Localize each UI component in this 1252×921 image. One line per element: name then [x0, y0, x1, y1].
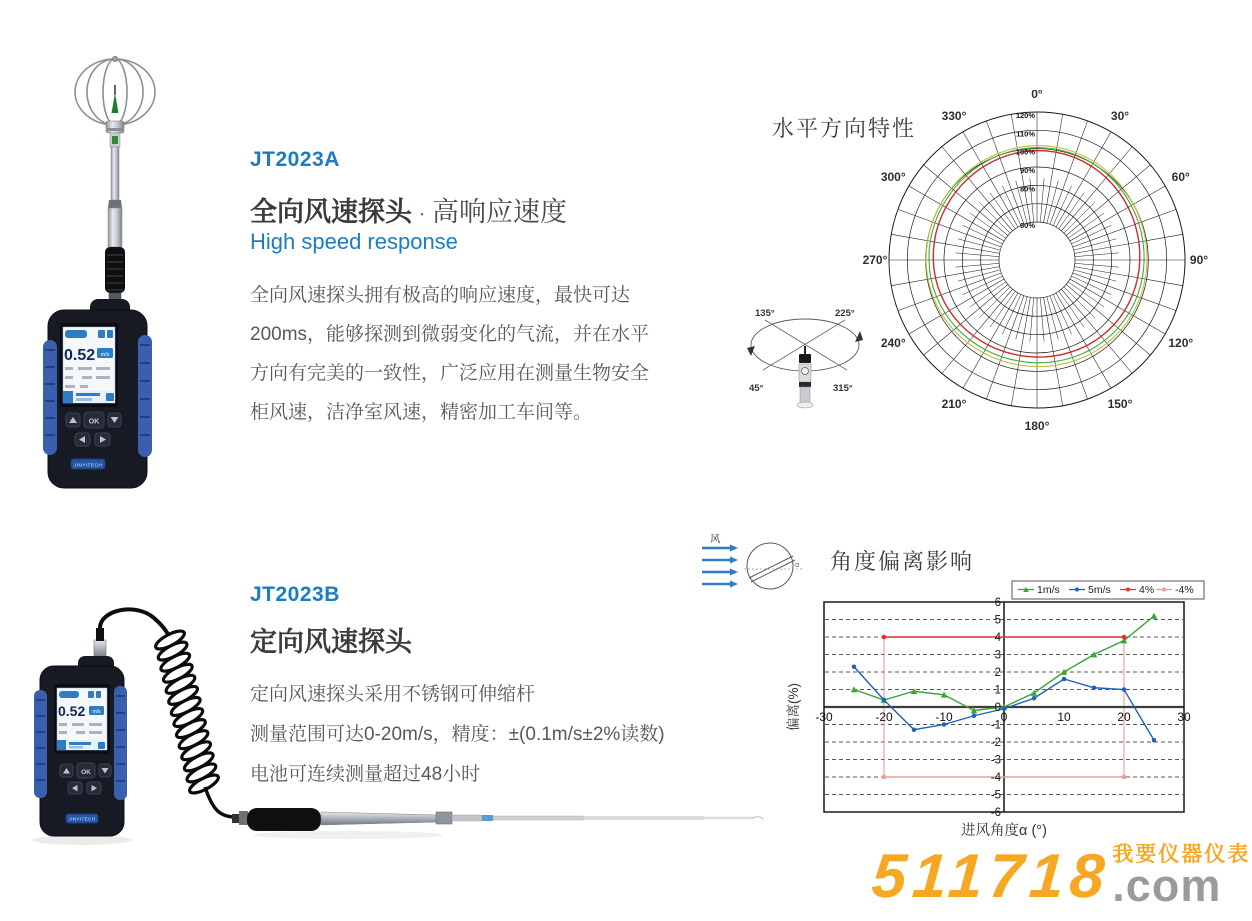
x-tick-label: 30 — [1177, 710, 1191, 724]
y-tick-label: -6 — [990, 807, 1001, 819]
y-tick-label: 2 — [994, 667, 1001, 679]
reading-unit: m/s — [100, 352, 110, 358]
polar-spoke-minor — [1064, 202, 1095, 233]
coiled-cable — [153, 628, 220, 797]
telescopic-rod-a — [105, 121, 125, 305]
marker-circle — [852, 665, 856, 669]
device-screen-b — [57, 688, 107, 750]
polar-radial-label: 60% — [1019, 221, 1035, 230]
polar-angle-label: 240° — [880, 336, 906, 350]
probe-connector — [94, 640, 106, 658]
polar-radial-label: 80% — [1019, 184, 1035, 194]
x-axis-title: 进风角度α (°) — [961, 823, 1047, 839]
marker-circle — [1092, 686, 1096, 690]
y-axis-title: 偏离(%) — [786, 683, 801, 731]
rotation-arrow-left-icon — [747, 346, 755, 356]
marker-circle — [1122, 687, 1126, 691]
polar-spoke-minor — [1002, 294, 1021, 334]
x-tick-label: 10 — [1057, 710, 1071, 724]
status-icon — [98, 330, 105, 338]
body-text-a — [250, 276, 649, 432]
polar-spoke-minor — [1040, 298, 1044, 342]
coil-loop — [182, 749, 215, 774]
marker-circle — [1126, 588, 1130, 592]
reading-value: 0.52 — [64, 347, 96, 364]
marker-circle — [912, 728, 916, 732]
body-text-b — [250, 675, 665, 795]
handheld-meter-b — [34, 628, 127, 836]
coil-loop — [185, 761, 218, 786]
cable-lower — [205, 787, 232, 817]
legend-label: -4% — [1175, 584, 1194, 596]
marker-circle — [882, 775, 886, 779]
marker-circle — [1152, 738, 1156, 742]
y-tick-label: 4 — [994, 632, 1001, 644]
polar-angle-label: 60° — [1171, 170, 1190, 184]
coil-loop — [164, 672, 197, 697]
product-title-a — [250, 190, 567, 229]
y-tick-label: 6 — [994, 597, 1001, 609]
polar-spoke-minor — [979, 202, 1010, 233]
polar-spoke-minor — [963, 276, 1003, 295]
blue-band — [482, 815, 493, 821]
polar-chart-title: 水平方向特性 — [772, 116, 917, 141]
marker-circle — [882, 698, 886, 702]
mini-probe-icon — [797, 346, 813, 408]
alpha-label: α — [795, 560, 800, 569]
x-tick-label: -10 — [935, 710, 953, 724]
status-time-pill — [65, 330, 87, 338]
body-a-line: 方向有完美的一致性，广泛应用在测量生物安全 — [250, 363, 650, 384]
polar-angle-label: 330° — [941, 109, 967, 124]
model-label-a: JT2023A — [250, 148, 340, 171]
polar-radial-label: 120% — [1015, 111, 1035, 120]
marker-circle — [1122, 635, 1126, 639]
coil-loop — [161, 661, 194, 686]
legend-label: 1m/s — [1037, 584, 1060, 596]
logo-tld: .com — [1112, 860, 1222, 911]
logo-number: 511718 — [869, 842, 1113, 912]
body-a-line: 200ms，能够探测到微弱变化的气流，并在水平 — [250, 324, 650, 345]
title-a-separator: · — [418, 200, 426, 227]
marker-circle — [1062, 677, 1066, 681]
body-b-line: 测量范围可达0-20m/s，精度：±(0.1m/s±2%读数) — [250, 724, 665, 745]
site-logo — [869, 838, 1251, 912]
polar-spoke-minor — [1040, 178, 1044, 222]
y-tick-label: 5 — [994, 614, 1001, 627]
x-tick-label: 20 — [1117, 710, 1131, 724]
marker-circle — [1032, 696, 1036, 700]
polar-spoke-minor — [1071, 225, 1111, 244]
polar-angle-label: 30° — [1110, 109, 1130, 124]
right-grip — [138, 335, 152, 457]
wind-label: 风 — [710, 533, 721, 545]
left-grip — [34, 690, 47, 798]
coil-loop — [159, 650, 192, 675]
y-tick-label: -5 — [990, 789, 1001, 802]
polar-radial-label: 100% — [1015, 147, 1035, 157]
device-screen-a — [63, 327, 115, 403]
polar-spoke-minor — [1071, 276, 1111, 295]
brand-label-b: JINYITECH — [68, 816, 96, 822]
polar-angle-label: 90° — [1189, 253, 1209, 267]
deviation-chart — [786, 574, 1208, 840]
line-chart-title: 角度偏离影响 — [830, 549, 975, 574]
polar-angle-label: 270° — [862, 253, 888, 267]
battery-icon — [107, 330, 113, 338]
inset-label-135: 135° — [755, 308, 775, 319]
marker-circle — [882, 635, 886, 639]
marker-circle — [972, 714, 976, 718]
polar-spoke-minor — [1064, 287, 1095, 318]
polar-spoke-minor — [955, 263, 999, 267]
body-b-line: 电池可连续测量超过48小时 — [250, 764, 481, 785]
y-tick-label: 3 — [994, 649, 1001, 662]
legend-label: 5m/s — [1088, 584, 1111, 596]
coil-loop — [179, 738, 212, 763]
body-a-line: 柜风速，洁净室风速，精密加工车间等。 — [250, 402, 593, 423]
inset-label-315: 315° — [833, 383, 853, 394]
polar-ring — [999, 222, 1075, 298]
model-label-b: JT2023B — [250, 583, 340, 606]
polar-spoke-minor — [963, 225, 1003, 244]
handheld-meter-a — [43, 299, 152, 488]
body-b-line: 定向风速探头采用不锈钢可伸缩杆 — [250, 684, 536, 705]
inset-label-45: 45° — [749, 383, 764, 394]
polar-angle-label: 210° — [941, 396, 967, 411]
polar-spoke-minor — [1075, 253, 1119, 257]
directional-probe-wand — [232, 808, 763, 831]
marker-triangle — [1151, 613, 1157, 619]
polar-angle-label: 120° — [1168, 336, 1194, 350]
title-a-suffix: 高响应速度 — [432, 197, 567, 227]
angle-reference-diagram — [735, 298, 880, 428]
svg-text:OK: OK — [81, 769, 91, 776]
y-tick-label: -3 — [990, 754, 1001, 767]
coil-loop — [156, 639, 189, 664]
polar-angle-label: 300° — [880, 170, 906, 184]
coil-loop — [187, 772, 220, 797]
response-curve-yellow-green — [926, 146, 1147, 367]
foam-handle — [247, 808, 321, 831]
polar-angle-label: 0° — [1031, 90, 1043, 101]
green-sensor-tip — [112, 93, 119, 113]
polar-spoke-minor — [1075, 263, 1119, 267]
wind-arrows-icon — [702, 545, 738, 588]
body-a-line: 全向风速探头拥有极高的响应速度，最快可达 — [250, 285, 631, 306]
y-tick-label: 0 — [994, 702, 1001, 714]
brand-label-a: JINYITECH — [73, 463, 103, 469]
coil-loop — [166, 683, 199, 708]
polar-spoke-minor — [1053, 294, 1072, 334]
x-tick-label: -30 — [815, 710, 833, 724]
polar-spoke-minor — [1053, 186, 1072, 226]
y-tick-label: -2 — [990, 737, 1001, 749]
coil-loop — [174, 716, 207, 741]
marker-circle — [1075, 588, 1079, 592]
marker-circle — [1122, 775, 1126, 779]
product-image-jt2023a — [18, 35, 248, 505]
polar-spoke-minor — [1030, 298, 1034, 342]
right-grip — [114, 686, 127, 800]
title-a-main: 全向风速探头 — [250, 197, 412, 227]
polar-spoke-minor — [1002, 186, 1021, 226]
subtitle-en: High speed response — [250, 229, 458, 254]
y-tick-label: -4 — [990, 772, 1001, 784]
marker-circle — [1162, 588, 1166, 592]
polar-angle-label: 150° — [1107, 396, 1133, 411]
y-tick-label: -1 — [990, 719, 1001, 732]
coil-loop — [153, 628, 186, 653]
reading-unit: m/s — [92, 709, 101, 715]
polar-chart — [860, 90, 1222, 435]
logo-cn-tagline: 我要仪器仪表 — [1112, 843, 1251, 866]
product-title-b: 定向风速探头 — [250, 627, 412, 657]
x-tick-label: 0 — [1000, 710, 1008, 724]
y-tick-label: 1 — [994, 684, 1001, 697]
coil-loop — [177, 727, 210, 752]
coil-loop — [169, 694, 202, 719]
polar-radial-label: 110% — [1016, 129, 1035, 139]
cable-upper — [100, 609, 169, 636]
polar-spoke-minor — [979, 287, 1010, 318]
svg-text:OK: OK — [88, 418, 100, 426]
coil-loop — [172, 705, 205, 730]
left-grip — [43, 340, 57, 455]
inset-label-225: 225° — [835, 308, 855, 319]
x-tick-label: -20 — [875, 710, 893, 724]
polar-spoke-minor — [955, 253, 999, 257]
legend-label: 4% — [1139, 584, 1155, 596]
polar-angle-label: 180° — [1024, 419, 1050, 433]
reading-value: 0.52 — [58, 703, 86, 719]
polar-radial-label: 90% — [1019, 166, 1035, 175]
